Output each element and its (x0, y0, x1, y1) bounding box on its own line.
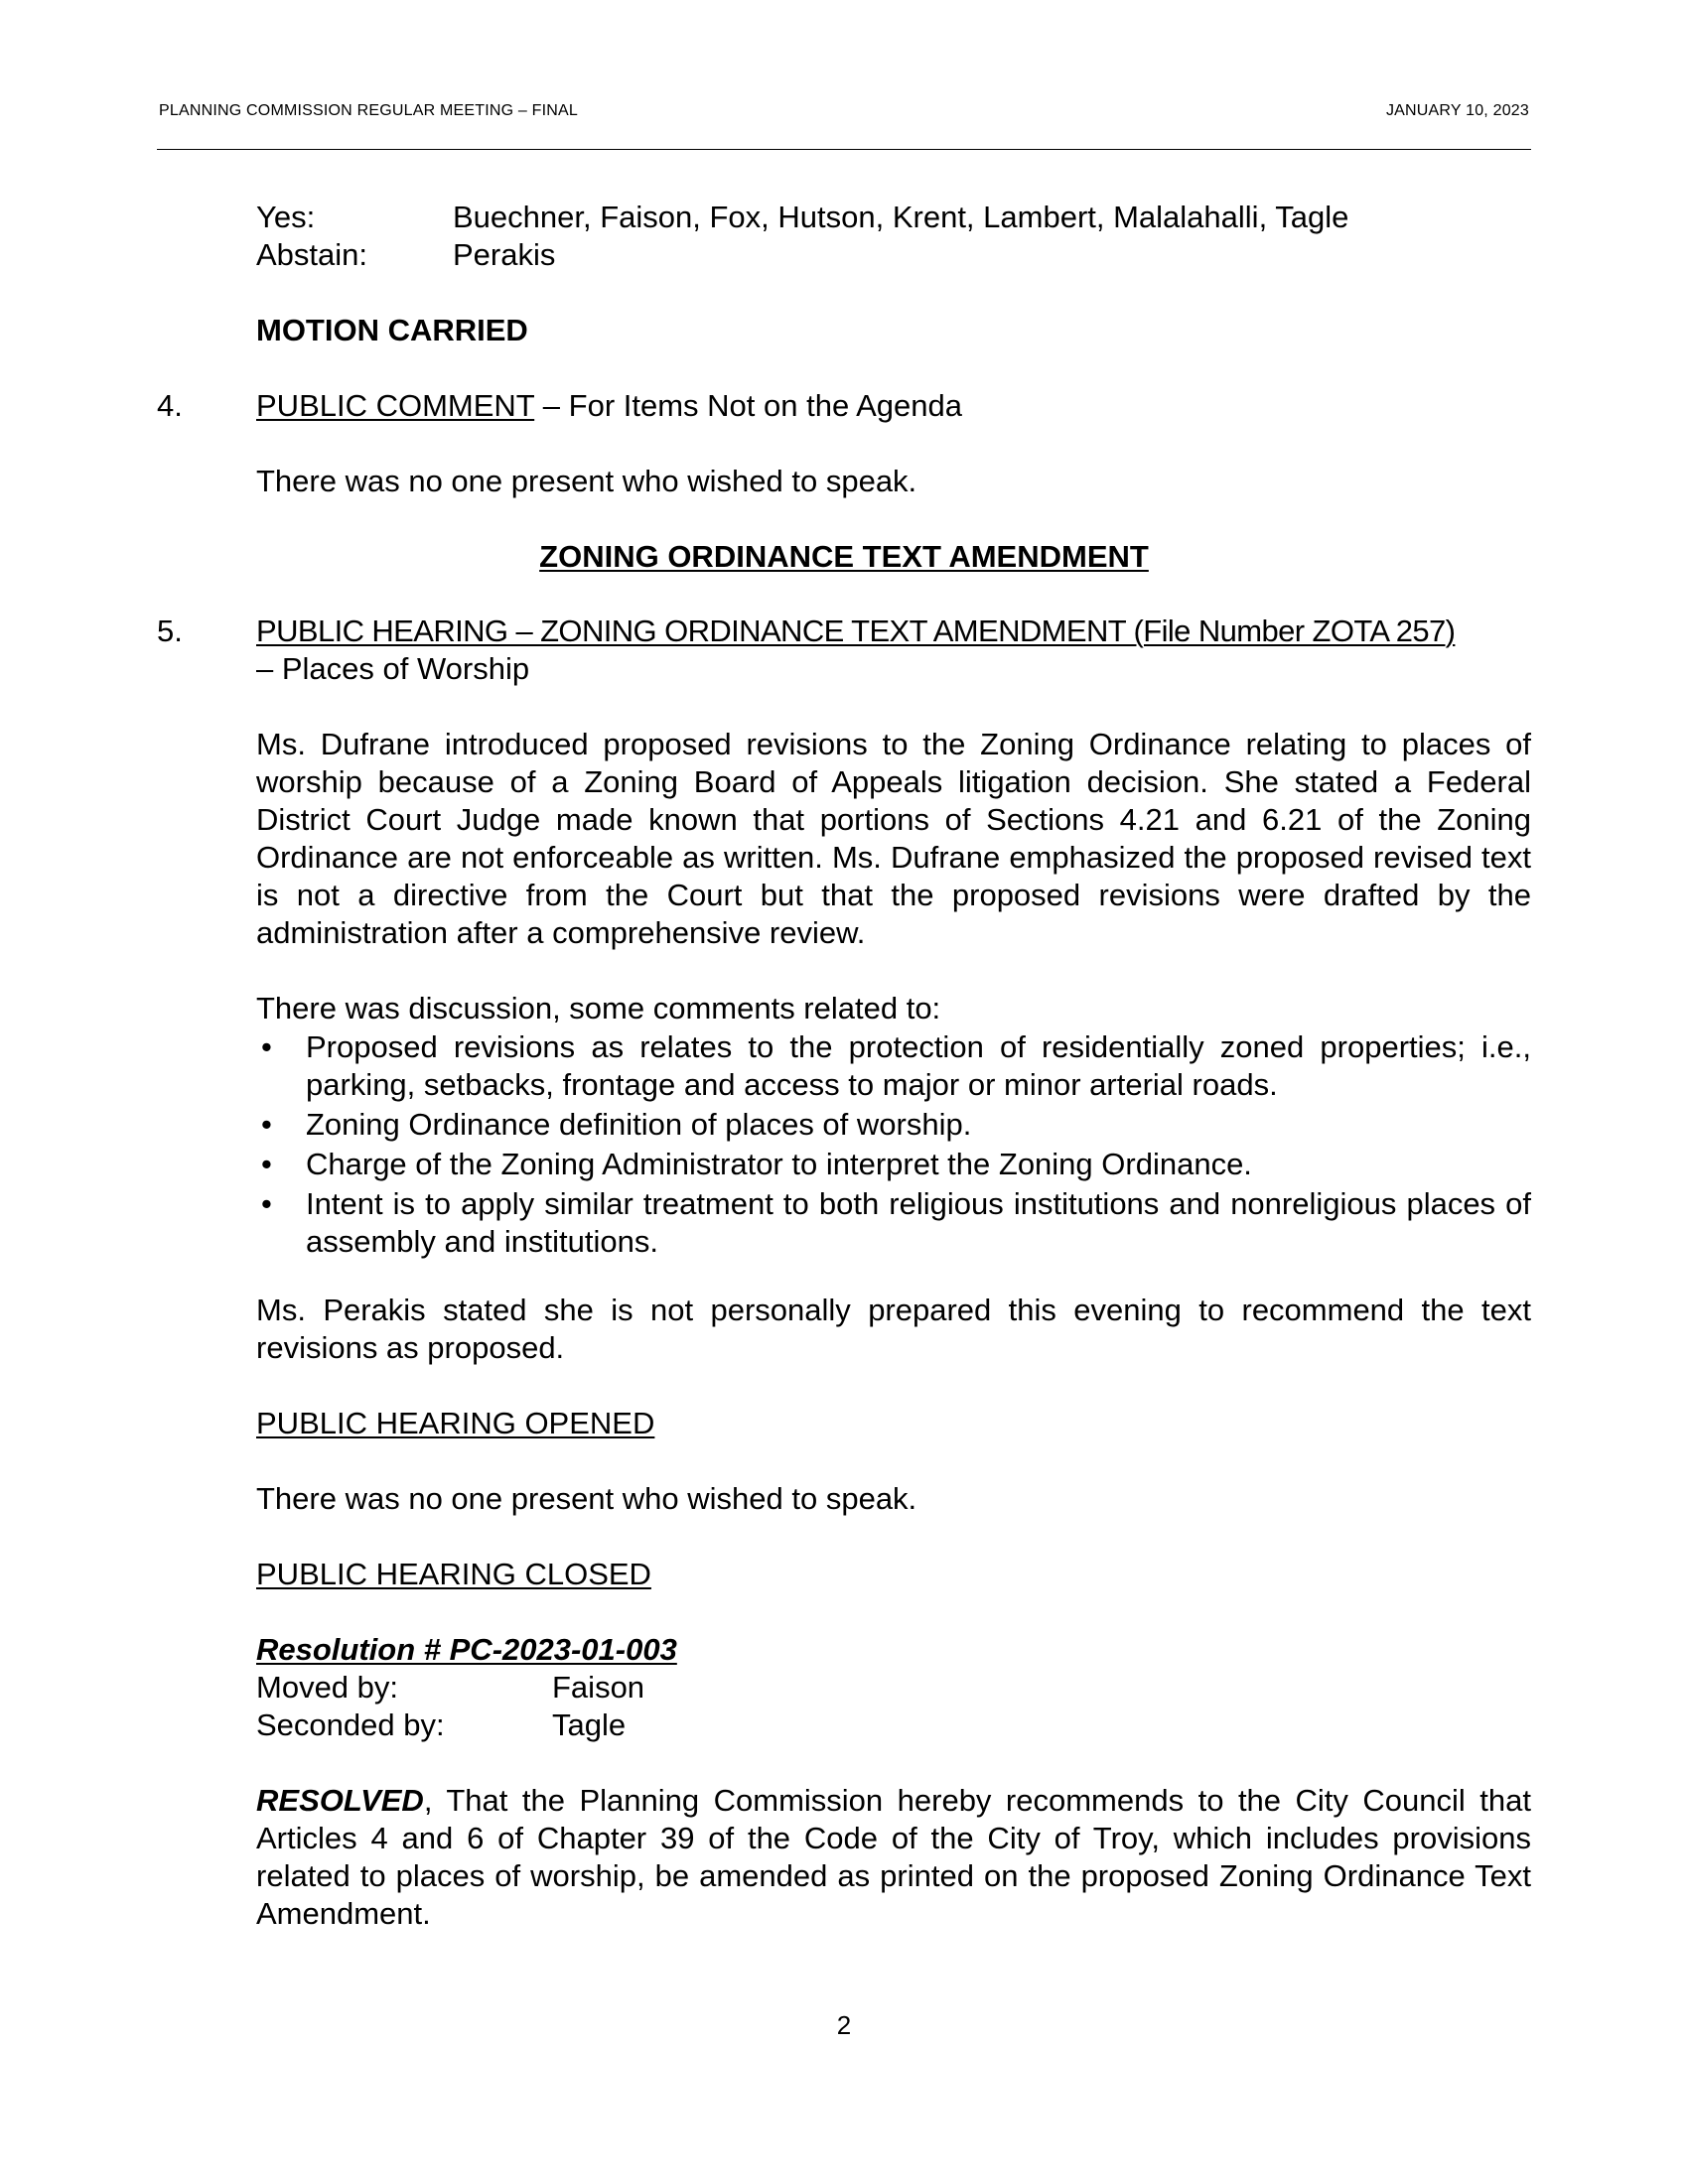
vote-abstain-names: Perakis (453, 237, 556, 272)
bullet-text: Charge of the Zoning Administrator to interpret the Zoning Ordinance. (306, 1147, 1252, 1181)
seconded-by-label: Seconded by: (256, 1707, 445, 1742)
seconded-by-name: Tagle (552, 1707, 627, 1742)
motion-result: MOTION CARRIED (256, 313, 528, 347)
list-item (256, 1028, 1531, 1104)
bullet-text: Zoning Ordinance definition of places of worship. (306, 1107, 972, 1142)
no-speakers-text: There was no one present who wished to speak. (256, 1481, 917, 1516)
list-item (256, 1146, 1531, 1183)
running-header-date: JANUARY 10, 2023 (1385, 102, 1529, 119)
moved-by-label: Moved by: (256, 1670, 399, 1705)
bullet-icon: • (261, 1186, 272, 1221)
hearing-opened (256, 1405, 1531, 1442)
resolution-text (256, 1782, 1531, 1933)
bullet-text: Intent is to apply similar treatment to both religious institutions and nonreligious places of assembly and institutions. (306, 1186, 1531, 1259)
item-4-subtitle: – For Items Not on the Agenda (534, 388, 962, 423)
item-5-intro-paragraph: Ms. Dufrane introduced proposed revisions to the Zoning Ordinance relating to places of worship because of a Zoning Board of Appeals litigation decision. She stated a Federal District Court Judge made known that portions of Sections 4.21 and 6.21 of the Zoning Ordinance are not enforceable as written. Ms. Dufrane emphasized the proposed revised text is not a directive from the Court but that the proposed revisions were drafted by the administration after a comprehensive review. (256, 727, 1531, 950)
item-4-heading (256, 387, 1531, 425)
list-item (256, 1185, 1531, 1261)
page-number: 2 (836, 2010, 852, 2040)
discussion-intro: There was discussion, some comments related to: (256, 991, 941, 1025)
item-4-number: 4. (157, 388, 183, 423)
item-4-text: There was no one present who wished to speak. (256, 464, 917, 498)
item-5-subtitle: – Places of Worship (256, 651, 530, 686)
section-heading-text: ZONING ORDINANCE TEXT AMENDMENT (539, 539, 1149, 574)
discussion-bullet-list (256, 1028, 1531, 1263)
vote-yes-label: Yes: (256, 200, 316, 234)
vote-yes-names: Buechner, Faison, Fox, Hutson, Krent, Lambert, Malalahalli, Tagle (453, 200, 1349, 234)
hearing-opened-text: PUBLIC HEARING OPENED (256, 1406, 655, 1440)
bullet-icon: • (261, 1107, 272, 1142)
item-5-number: 5. (157, 614, 183, 648)
bullet-icon: • (261, 1147, 272, 1181)
header-divider (157, 149, 1531, 150)
hearing-closed-text: PUBLIC HEARING CLOSED (256, 1557, 651, 1591)
resolved-body: , That the Planning Commission hereby recommends to the City Council that Articles 4 and 6 of Chapter 39 of the Code of the City of Troy, which includes provisions related to places of worship, be amended as printed on the proposed Zoning Ordinance Text Amendment. (256, 1783, 1531, 1931)
resolution-number-text: Resolution # PC-2023-01-003 (256, 1632, 677, 1667)
hearing-closed (256, 1556, 1531, 1593)
resolution-number (256, 1631, 1531, 1669)
bullet-icon: • (261, 1029, 272, 1064)
item-5-title-text: PUBLIC HEARING – ZONING ORDINANCE TEXT AMENDMENT (File Number ZOTA 257) (256, 614, 1456, 648)
item-5-title (256, 613, 1531, 650)
perakis-statement: Ms. Perakis stated she is not personally prepared this evening to recommend the text revisions as proposed. (256, 1293, 1531, 1365)
bullet-text: Proposed revisions as relates to the protection of residentially zoned properties; i.e., parking, setbacks, frontage and access to major or minor arterial roads. (306, 1029, 1531, 1102)
moved-by-name: Faison (552, 1670, 645, 1705)
section-heading (157, 538, 1531, 576)
resolved-keyword: RESOLVED (256, 1783, 424, 1818)
vote-abstain-label: Abstain: (256, 237, 368, 272)
running-header-title: PLANNING COMMISSION REGULAR MEETING – FINAL (159, 102, 578, 119)
list-item (256, 1106, 1531, 1144)
item-4-title: PUBLIC COMMENT (256, 388, 535, 423)
